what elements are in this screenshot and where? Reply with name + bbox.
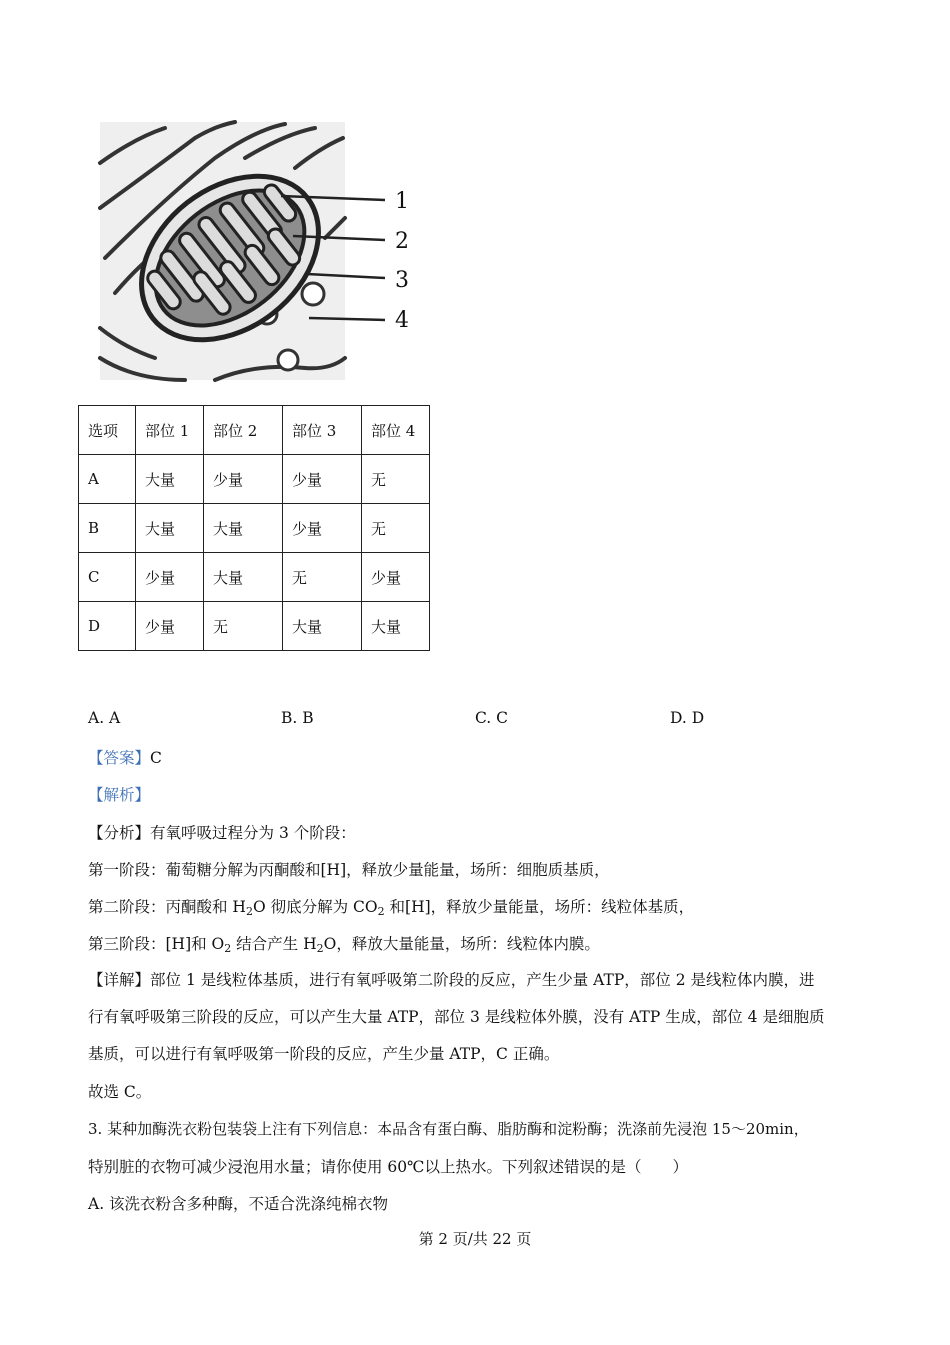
question3-line-1: 3. 某种加酶洗衣粉包装袋上注有下列信息：本品含有蛋白酶、脂肪酶和淀粉酶；洗涤前先浸泡 15～20min，	[88, 1120, 809, 1138]
table-row	[79, 553, 430, 602]
choice-c: C. C	[475, 709, 509, 727]
stage3-text-a: 第三阶段：[H]和 O	[88, 935, 225, 953]
page-footer: 第 2 页/共 22 页	[418, 1230, 532, 1248]
subscript: 2	[245, 905, 253, 918]
table-cell: 无	[283, 553, 362, 602]
analysis-tag: 【分析】	[88, 824, 151, 842]
table-header-cell: 部位 1	[136, 406, 204, 455]
choice-b: B. B	[281, 709, 314, 727]
table-header-cell: 选项	[79, 406, 136, 455]
answer-value: C	[150, 749, 162, 767]
table-row	[79, 455, 430, 504]
detail-text-1: 部位 1 是线粒体基质，进行有氧呼吸第二阶段的反应，产生少量 ATP，部位 2 是线粒体内膜，进	[150, 971, 815, 989]
table-cell: 少量	[283, 455, 362, 504]
table-cell: 少量	[136, 602, 204, 651]
table-cell: 少量	[136, 553, 204, 602]
table-cell: 少量	[362, 553, 430, 602]
table-cell: 大量	[362, 602, 430, 651]
table-header-row	[79, 406, 430, 455]
answer-tag: 【答案】	[88, 749, 151, 767]
table-row	[79, 504, 430, 553]
table-cell: 大量	[204, 504, 283, 553]
table-cell: 大量	[204, 553, 283, 602]
answer-line	[88, 746, 162, 768]
stage3-line	[88, 932, 600, 955]
question3-line-2: 特别脏的衣物可减少浸泡用水量；请你使用 60℃以上热水。下列叙述错误的是（ ）	[88, 1158, 688, 1176]
stage3-text-c: O，释放大量能量，场所：线粒体内膜。	[323, 935, 600, 953]
stage1-text: 第一阶段：葡萄糖分解为丙酮酸和[H]，释放少量能量，场所：细胞质基质，	[88, 861, 610, 879]
label-3: 3	[395, 268, 409, 293]
choice-a: A. A	[88, 709, 121, 727]
table-cell: B	[79, 504, 136, 553]
label-1: 1	[395, 189, 409, 214]
analysis-heading: 【解析】	[88, 786, 151, 804]
table-header-cell: 部位 3	[283, 406, 362, 455]
table-cell: 大量	[283, 602, 362, 651]
table-header-cell: 部位 2	[204, 406, 283, 455]
detail-line-3: 基质，可以进行有氧呼吸第一阶段的反应，产生少量 ATP，C 正确。	[88, 1045, 560, 1063]
table-cell: 无	[362, 504, 430, 553]
detail-line-2: 行有氧呼吸第三阶段的反应，可以产生大量 ATP，部位 3 是线粒体外膜，没有 ATP 生成，部位 4 是细胞质	[88, 1008, 825, 1026]
subscript: 2	[377, 905, 385, 918]
table-cell: 大量	[136, 504, 204, 553]
table-cell: C	[79, 553, 136, 602]
choice-d: D. D	[670, 709, 705, 727]
table-row	[79, 602, 430, 651]
table-cell: 少量	[283, 504, 362, 553]
subscript: 2	[316, 942, 324, 955]
table-cell: 少量	[204, 455, 283, 504]
table-cell: 无	[204, 602, 283, 651]
label-4: 4	[395, 308, 409, 333]
subscript: 2	[224, 942, 232, 955]
table-header-cell: 部位 4	[362, 406, 430, 455]
mitochondrion-diagram	[95, 118, 425, 388]
stage2-line	[88, 895, 694, 918]
analysis-intro-line	[88, 821, 356, 843]
stage2-text-c: 和[H]，释放少量能量，场所：线粒体基质，	[384, 898, 695, 916]
question3-option-a: A. 该洗衣粉含多种酶，不适合洗涤纯棉衣物	[88, 1195, 389, 1213]
label-2: 2	[395, 229, 409, 254]
stage2-text-b: O 彻底分解为 CO	[252, 898, 378, 916]
analysis-intro: 有氧呼吸过程分为 3 个阶段：	[150, 824, 356, 842]
table-cell: A	[79, 455, 136, 504]
stage2-text-a: 第二阶段：丙酮酸和 H	[88, 898, 246, 916]
conclusion: 故选 C。	[88, 1083, 152, 1101]
table-cell: 大量	[136, 455, 204, 504]
options-table	[78, 405, 430, 651]
detail-line-1	[88, 968, 815, 990]
stage3-text-b: 结合产生 H	[231, 935, 317, 953]
table-cell: 无	[362, 455, 430, 504]
table-cell: D	[79, 602, 136, 651]
detail-tag: 【详解】	[88, 971, 151, 989]
